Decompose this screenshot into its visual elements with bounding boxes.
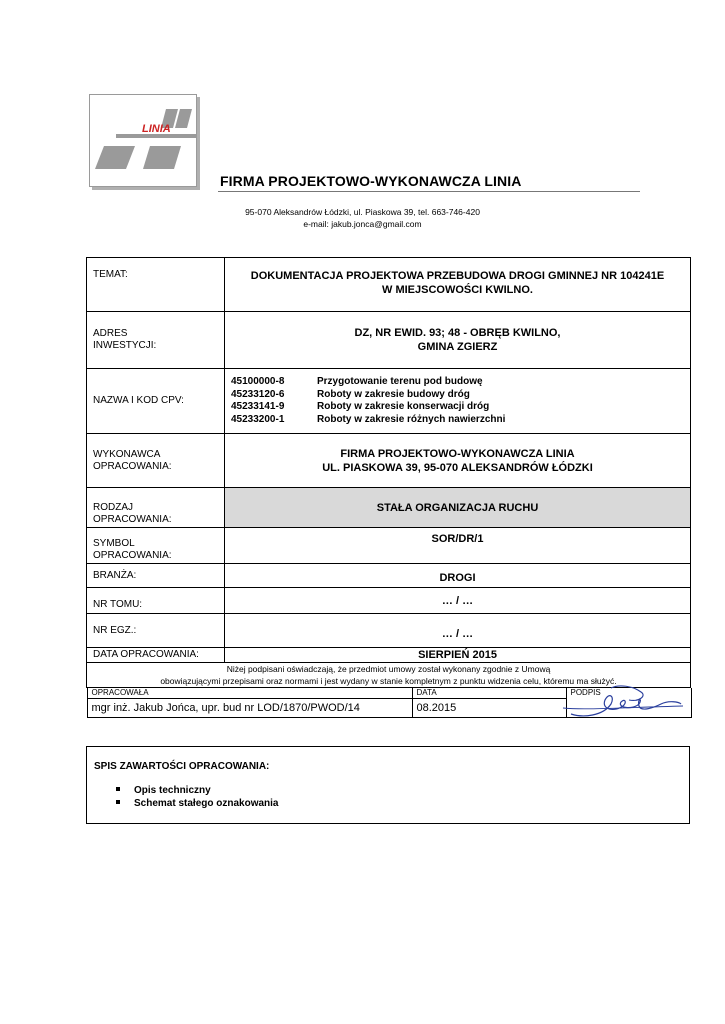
- logo-text: LINIA: [142, 123, 171, 135]
- cpv-code: 45233141-9: [231, 401, 285, 412]
- contents-item-label: Opis techniczny: [134, 785, 211, 796]
- contents-box: [86, 746, 690, 824]
- label-temat: TEMAT:: [87, 258, 225, 312]
- value-adres-line-2: GMINA ZGIERZ: [417, 341, 498, 353]
- row-tom: [87, 588, 691, 614]
- cpv-desc: Roboty w zakresie różnych nawierzchni: [317, 413, 506, 425]
- contents-item: [116, 785, 211, 796]
- contents-title: SPIS ZAWARTOŚCI OPRACOWANIA:: [94, 761, 270, 772]
- cpv-item: [231, 401, 690, 414]
- value-wykonawca-line-1: FIRMA PROJEKTOWO-WYKONAWCZA LINIA: [340, 447, 575, 460]
- signature-cell: [566, 688, 691, 718]
- label-adres-line-2: INWESTYCJI:: [93, 340, 157, 351]
- value-wykonawca-line-2: UL. PIASKOWA 39, 95-070 ALEKSANDRÓW ŁÓDZKI: [322, 461, 593, 474]
- header-author: OPRACOWAŁA: [87, 688, 412, 699]
- header-divider: [218, 191, 640, 192]
- label-cpv: NAZWA I KOD CPV:: [87, 369, 225, 434]
- label-wykonawca-line-2: OPRACOWANIA:: [93, 460, 172, 472]
- row-cpv: [87, 369, 691, 434]
- label-symbol-line-1: SYMBOL: [93, 538, 135, 549]
- value-tom: … / …: [225, 588, 691, 614]
- label-rodzaj: [87, 488, 225, 528]
- cpv-item: [231, 376, 690, 389]
- row-egz: [87, 614, 691, 648]
- label-symbol: [87, 528, 225, 564]
- label-rodzaj-line-2: OPRACOWANIA:: [93, 514, 172, 525]
- signature-table: [87, 688, 692, 718]
- row-signatures: [87, 688, 691, 719]
- title-page-table: [86, 257, 691, 718]
- date-value: 08.2015: [412, 699, 566, 718]
- declaration-line-1: Niżej podpisani oświadczają, że przedmiot umowy został wykonany zgodnie z Umową: [226, 664, 551, 674]
- author-value: mgr inż. Jakub Jońca, upr. bud nr LOD/1870/PWOD/14: [87, 699, 412, 718]
- cpv-desc: Roboty w zakresie budowy dróg: [317, 388, 470, 400]
- row-adres: [87, 312, 691, 369]
- value-adres-line-1: DZ, NR EWID. 93; 48 - OBRĘB KWILNO,: [354, 327, 561, 339]
- label-rodzaj-line-1: RODZAJ: [93, 502, 133, 513]
- value-adres: [225, 312, 691, 369]
- cpv-desc: Przygotowanie terenu pod budowę: [317, 376, 483, 387]
- value-egz: … / …: [225, 614, 691, 648]
- label-branza: BRANŻA:: [87, 564, 225, 588]
- value-rodzaj: STAŁA ORGANIZACJA RUCHU: [225, 488, 691, 528]
- row-data: [87, 648, 691, 663]
- cpv-code: 45233120-6: [231, 388, 285, 400]
- header-signature: PODPIS: [570, 688, 601, 697]
- label-symbol-line-2: OPRACOWANIA:: [93, 550, 172, 561]
- cpv-desc: Roboty w zakresie konserwacji dróg: [317, 401, 490, 412]
- bullet-icon: [116, 787, 120, 791]
- handwritten-signature: [553, 684, 689, 720]
- label-wykonawca-line-1: WYKONAWCA: [93, 448, 161, 460]
- cpv-item: [231, 414, 690, 427]
- label-egz: NR EGZ.:: [87, 614, 225, 648]
- company-name: FIRMA PROJEKTOWO-WYKONAWCZA LINIA: [220, 173, 522, 189]
- logo-graphic: [90, 95, 196, 186]
- label-adres-line-1: ADRES: [93, 328, 128, 339]
- contents-item: [116, 798, 279, 809]
- row-rodzaj: [87, 488, 691, 528]
- label-data: DATA OPRACOWANIA:: [87, 648, 225, 663]
- label-tom: NR TOMU:: [87, 588, 225, 614]
- row-branza: [87, 564, 691, 588]
- contents-item-label: Schemat stałego oznakowania: [134, 798, 279, 809]
- company-logo: [89, 94, 197, 187]
- value-wykonawca: [225, 434, 691, 488]
- company-email: e-mail: jakub.jonca@gmail.com: [303, 219, 422, 229]
- cpv-code: 45100000-8: [231, 376, 285, 387]
- company-address: 95-070 Aleksandrów Łódzki, ul. Piaskowa 39, tel. 663-746-420: [245, 207, 480, 217]
- bullet-icon: [116, 800, 120, 804]
- label-adres: [87, 312, 225, 369]
- declaration-line-2: obowiązującymi przepisami oraz normami i jest wydany w stanie kompletnym z punktu widzenia celu, któremu ma służyć.: [160, 676, 617, 686]
- value-data: SIERPIEŃ 2015: [225, 648, 691, 663]
- header-date: DATA: [412, 688, 566, 699]
- value-branza: DROGI: [225, 564, 691, 588]
- value-symbol: SOR/DR/1: [225, 528, 691, 564]
- cpv-item: [231, 389, 690, 402]
- value-temat: DOKUMENTACJA PROJEKTOWA PRZEBUDOWA DROGI GMINNEJ NR 104241E W MIEJSCOWOŚCI KWILNO.: [225, 258, 691, 312]
- row-symbol: [87, 528, 691, 564]
- cpv-code: 45233200-1: [231, 413, 285, 425]
- value-cpv-list: [225, 369, 691, 434]
- row-temat: [87, 258, 691, 312]
- row-wykonawca: [87, 434, 691, 488]
- label-wykonawca: [87, 434, 225, 488]
